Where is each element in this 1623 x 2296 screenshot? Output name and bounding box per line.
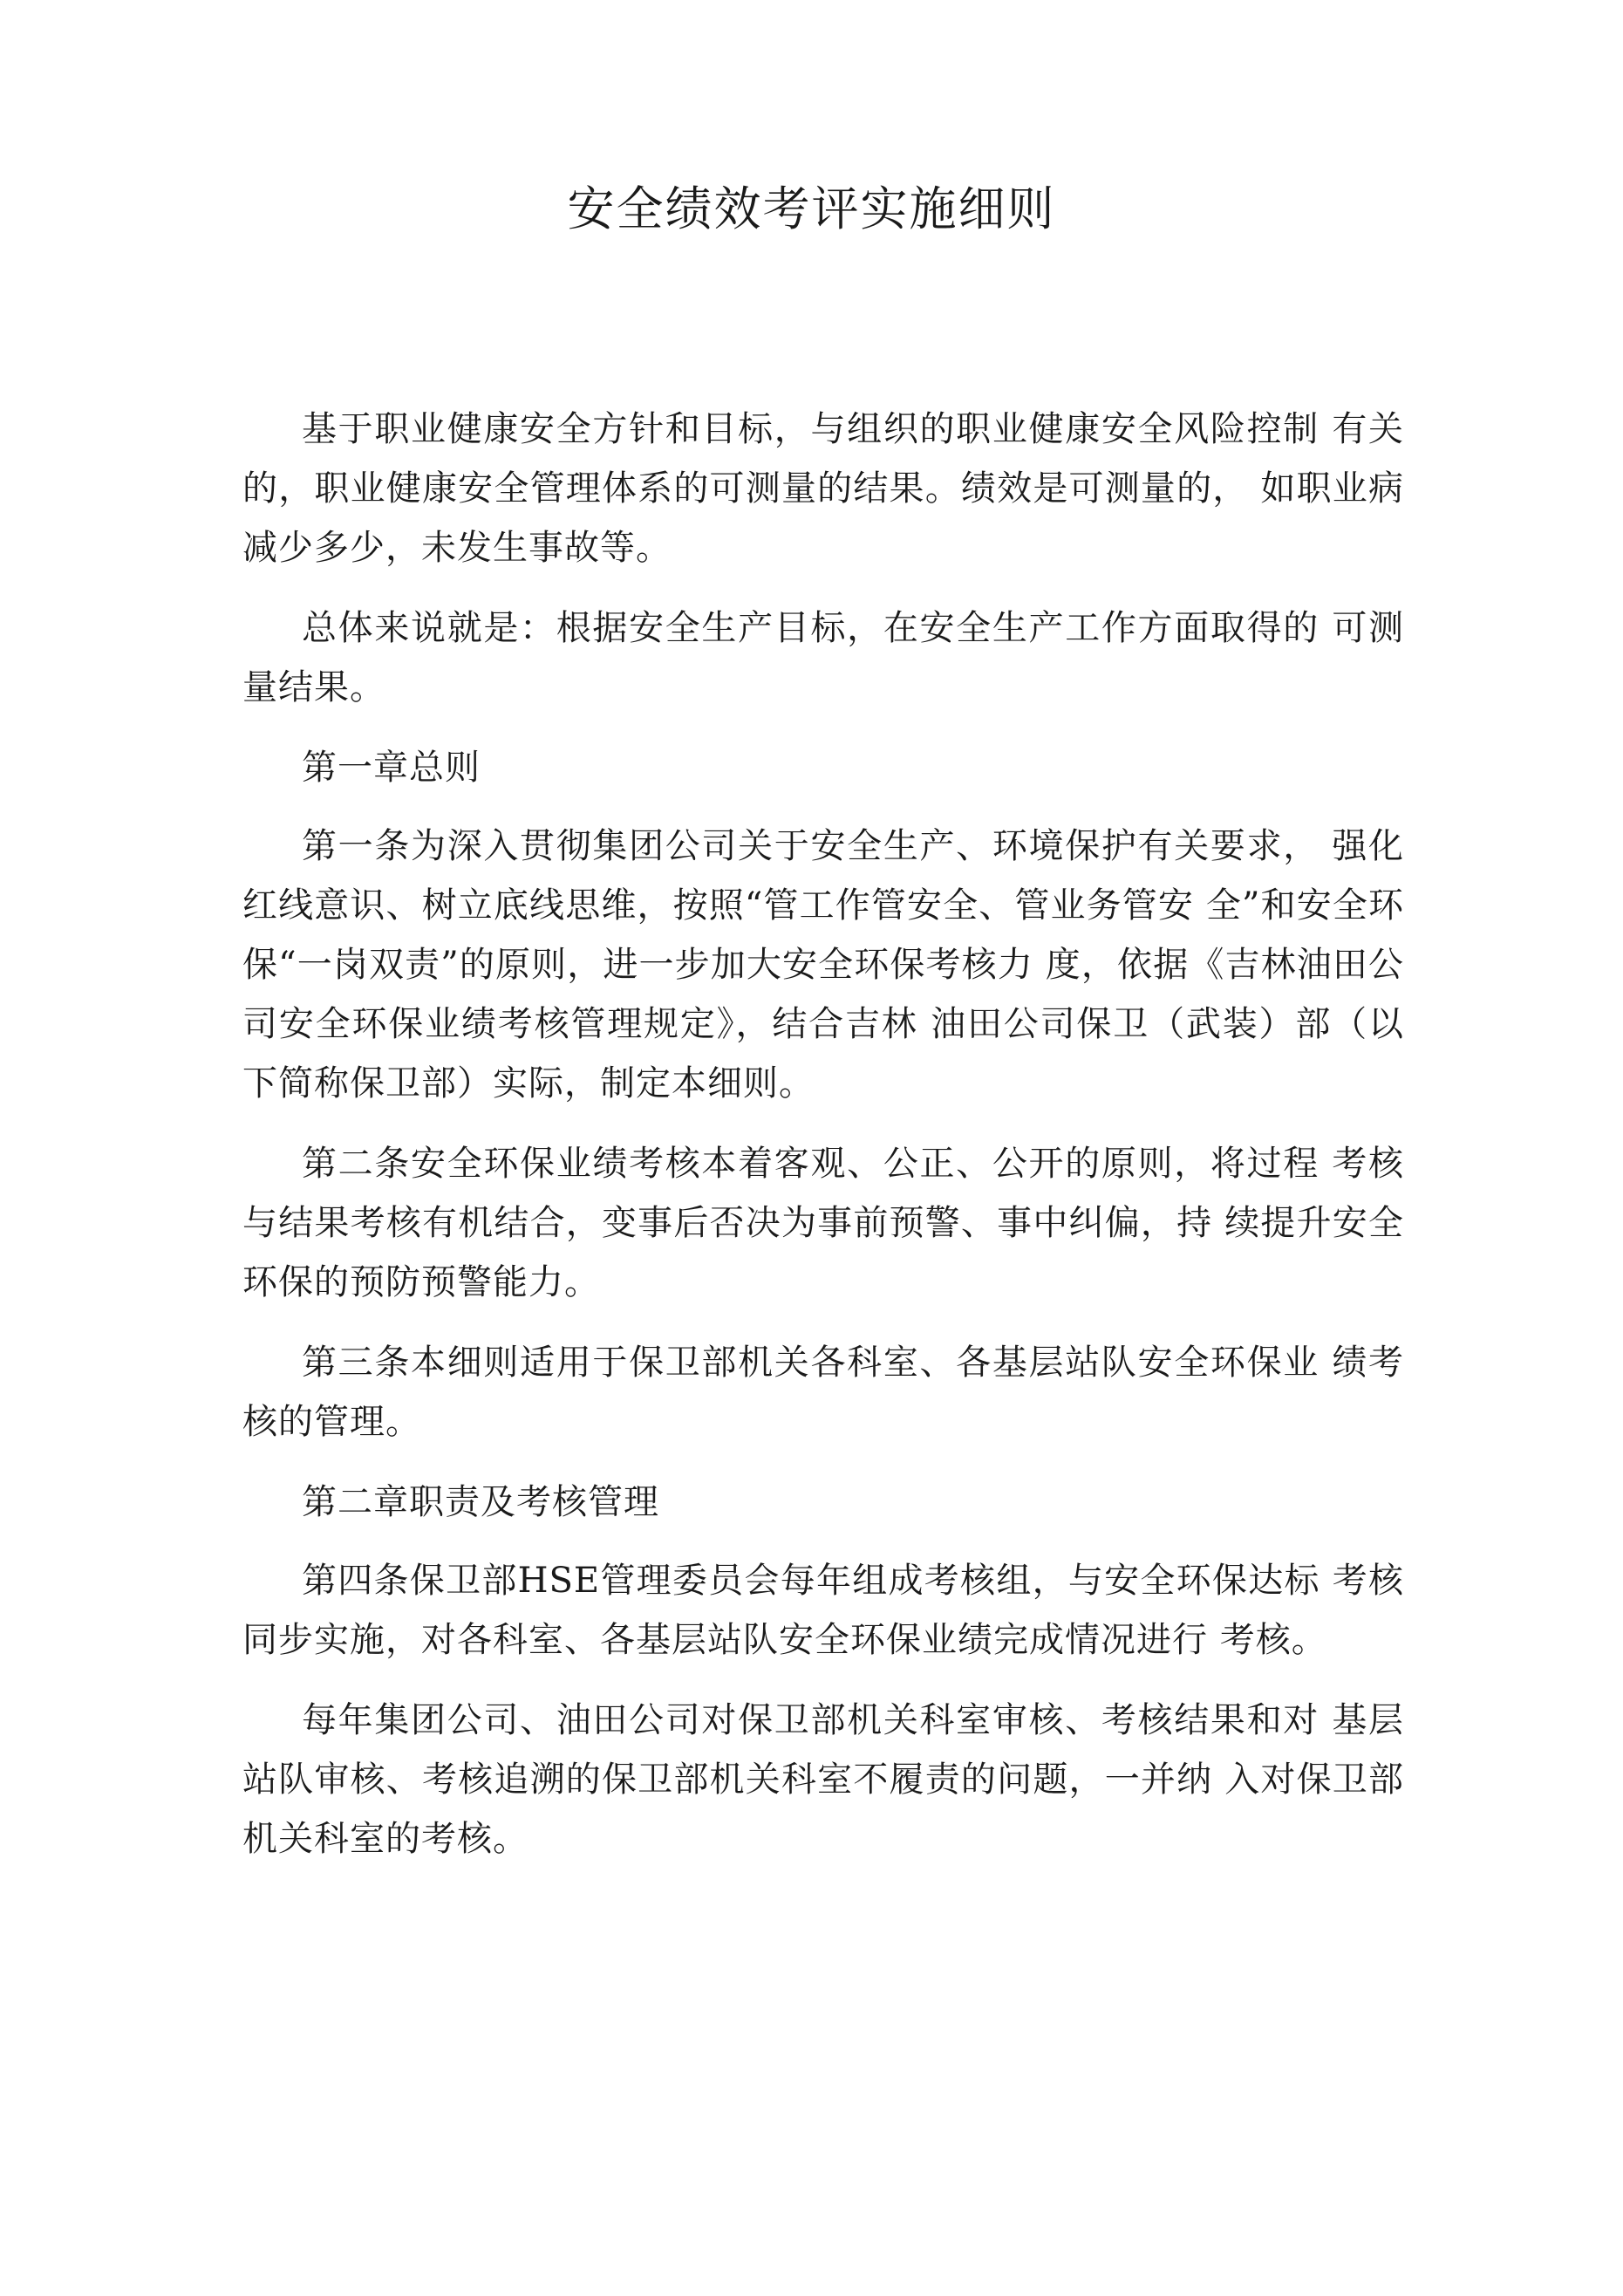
document-body xyxy=(242,400,1404,1889)
article-4: 第四条保卫部HSE管理委员会每年组成考核组，与安全环保达标 考核同步实施，对各科室、各基层站队安全环保业绩完成情况进行 考核。 xyxy=(242,1561,1404,1660)
document-title: 安全绩效考评实施细则 xyxy=(567,181,1056,236)
article-3: 第三条本细则适用于保卫部机关各科室、各基层站队安全环保业 绩考核的管理。 xyxy=(242,1343,1404,1442)
chapter-heading-1: 第一章总则 xyxy=(302,748,481,788)
chapter-heading-2: 第二章职责及考核管理 xyxy=(302,1482,659,1522)
paragraph-summary: 总体来说就是：根据安全生产目标，在安全生产工作方面取得的 可测量结果。 xyxy=(242,608,1404,707)
article-2: 第二条安全环保业绩考核本着客观、公正、公开的原则，将过程 考核与结果考核有机结合，变事后否决为事前预警、事中纠偏，持 续提升安全环保的预防预警能力。 xyxy=(242,1144,1404,1302)
article-4-continued: 每年集团公司、油田公司对保卫部机关科室审核、考核结果和对 基层站队审核、考核追溯的保卫部机关科室不履责的问题，一并纳 入对保卫部机关科室的考核。 xyxy=(242,1700,1404,1859)
paragraph-intro: 基于职业健康安全方针和目标，与组织的职业健康安全风险控制 有关的，职业健康安全管理体系的可测量的结果。绩效是可测量的， 如职业病减少多少，未发生事故等。 xyxy=(242,409,1404,568)
article-1: 第一条为深入贯彻集团公司关于安全生产、环境保护有关要求， 强化红线意识、树立底线思维，按照“管工作管安全、管业务管安 全”和安全环保“一岗双责”的原则，进一步加大安全环保考核力 度，依据《吉林油田公司安全环保业绩考核管理规定》，结合吉林 油田公司保卫（武装）部（以下简称保卫部）实际，制定本细则。 xyxy=(242,826,1404,1104)
